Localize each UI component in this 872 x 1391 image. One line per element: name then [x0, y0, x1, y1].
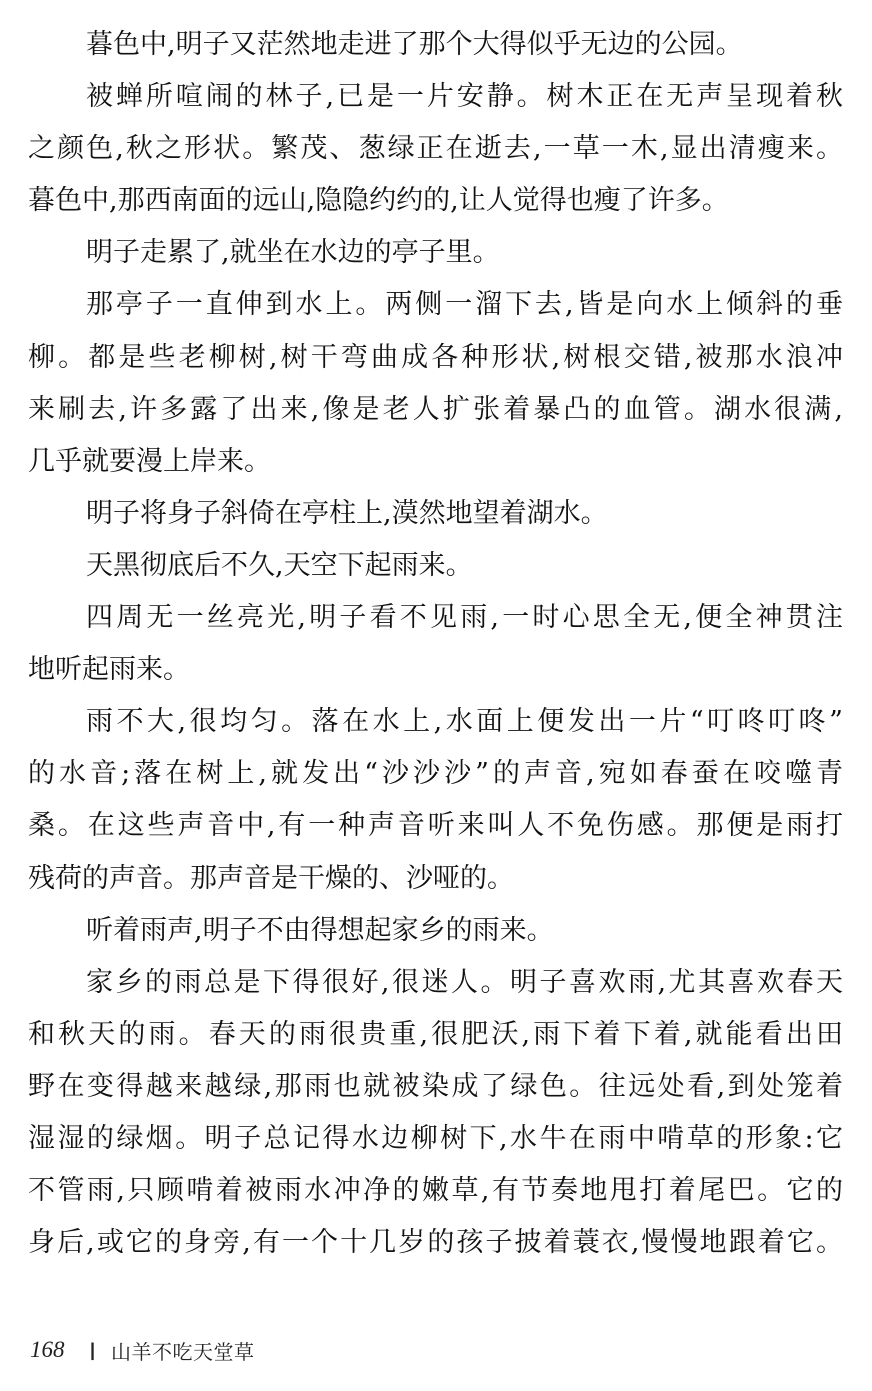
page-footer — [30, 1330, 255, 1370]
text-line: 四周无一丝亮光,明子看不见雨,一时心思全无,便全神贯注 — [86, 602, 843, 634]
text-line: 暮色中,明子又茫然地走进了那个大得似乎无边的公园。 — [86, 29, 743, 60]
text-line: 听着雨声,明子不由得想起家乡的雨来。 — [86, 914, 554, 946]
text-line: 暮色中,那西南面的远山,隐隐约约的,让人觉得也瘦了许多。 — [28, 185, 729, 217]
footer-separator: | — [90, 1339, 96, 1360]
text-line: 明子将身子斜倚在亭柱上,漠然地望着湖水。 — [86, 497, 608, 529]
text-line: 被蝉所喧闹的林子,已是一片安静。树木正在无声呈现着秋 — [86, 81, 843, 113]
text-line: 身后,或它的身旁,有一个十几岁的孩子披着蓑衣,慢慢地跟着它。 — [28, 1227, 843, 1259]
text-line: 地听起雨来。 — [28, 654, 190, 686]
text-line: 和秋天的雨。春天的雨很贵重,很肥沃,雨下着下着,就能看出田 — [28, 1018, 843, 1050]
page-number: 168 — [30, 1337, 65, 1362]
book-title: 山羊不吃天堂草 — [111, 1339, 255, 1364]
text-line: 的水音;落在树上,就发出“沙沙沙”的声音,宛如春蚕在咬噬青 — [28, 758, 843, 790]
text-line: 家乡的雨总是下得很好,很迷人。明子喜欢雨,尤其喜欢春天 — [86, 966, 843, 998]
text-line: 野在变得越来越绿,那雨也就被染成了绿色。往远处看,到处笼着 — [28, 1070, 843, 1102]
text-line: 湿湿的绿烟。明子总记得水边柳树下,水牛在雨中啃草的形象:它 — [28, 1122, 843, 1154]
text-line: 雨不大,很均匀。落在水上,水面上便发出一片“叮咚叮咚” — [86, 706, 843, 738]
text-line: 柳。都是些老柳树,树干弯曲成各种形状,树根交错,被那水浪冲 — [28, 341, 843, 373]
text-line: 不管雨,只顾啃着被雨水冲净的嫩草,有节奏地甩打着尾巴。它的 — [28, 1175, 843, 1207]
text-line: 明子走累了,就坐在水边的亭子里。 — [86, 237, 500, 269]
text-line: 之颜色,秋之形状。繁茂、葱绿正在逝去,一草一木,显出清瘦来。 — [28, 133, 843, 165]
text-line: 那亭子一直伸到水上。两侧一溜下去,皆是向水上倾斜的垂 — [86, 289, 843, 321]
text-line: 几乎就要漫上岸来。 — [28, 445, 271, 477]
text-line: 桑。在这些声音中,有一种声音听来叫人不免伤感。那便是雨打 — [28, 810, 843, 842]
text-line: 来刷去,许多露了出来,像是老人扩张着暴凸的血管。湖水很满, — [28, 393, 843, 425]
text-line: 残荷的声音。那声音是干燥的、沙哑的。 — [28, 862, 514, 894]
page-body — [28, 19, 843, 1269]
text-line: 天黑彻底后不久,天空下起雨来。 — [86, 549, 473, 581]
